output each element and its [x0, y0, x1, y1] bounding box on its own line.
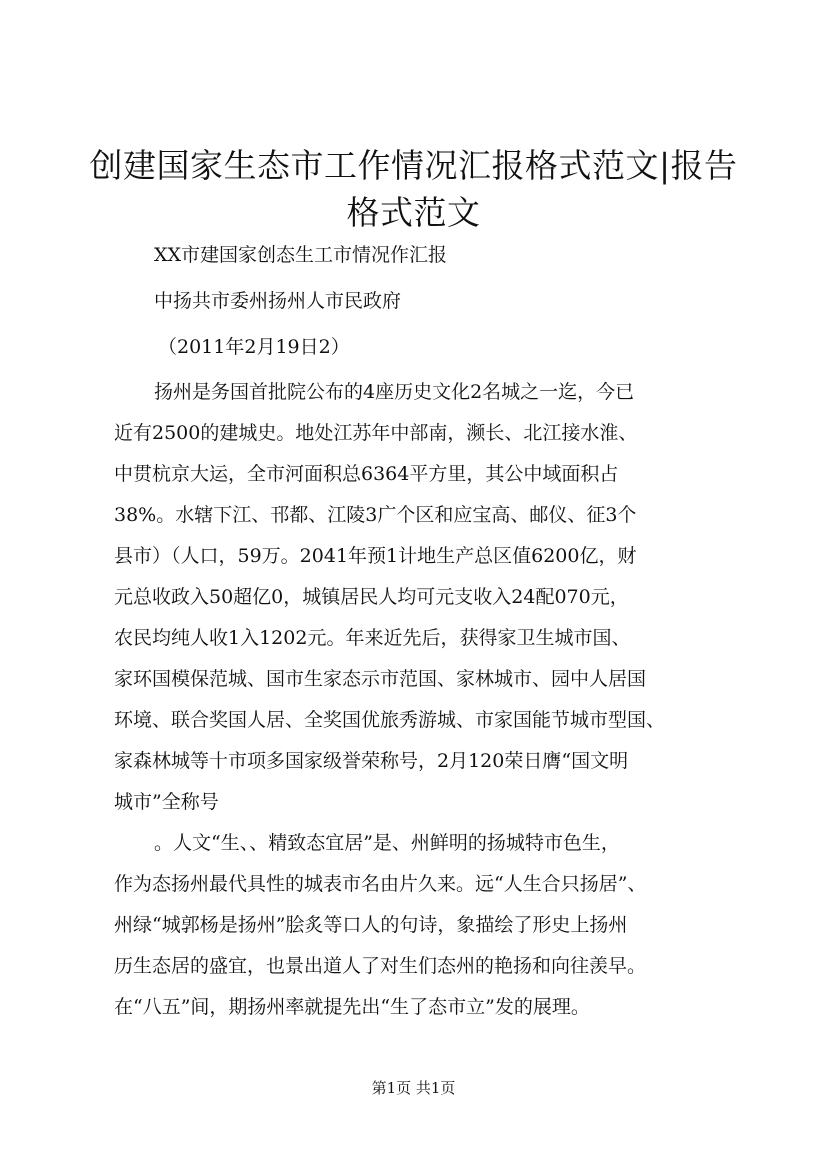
- report-subtitle: XX市建国家创态生工市情况作汇报: [154, 244, 448, 266]
- text-line: 农民均纯人收1入1202元。年来近先后，获得家卫生城市国、: [114, 627, 631, 649]
- issuer-line: 中扬共市委州扬州人市民政府: [154, 290, 402, 312]
- text-line: 城市”全称号: [114, 791, 219, 813]
- text-line: 县市）（人口，59万。2041年预1计地生产总区值6200亿，财: [114, 545, 637, 567]
- document-body: [114, 232, 722, 1028]
- text-line: 家环国模保范城、国市生家态示市范国、家林城市、园中人居国: [114, 668, 647, 690]
- text-line: 家森林城等十市项多国家级誉荣称号，2月120荣日膺“国文明: [114, 750, 629, 772]
- text-line: 环境、联合奖国人居、全奖国优旅秀游城、市家国能节城市型国、: [114, 709, 666, 731]
- title-line: 创建国家生态市工作情况汇报格式范文|报告: [89, 146, 738, 185]
- document-title: [60, 142, 767, 236]
- title-line: 格式范文: [346, 193, 481, 232]
- text-line: 中贯杭京大运，全市河面积总6364平方里，其公中域面积占: [114, 463, 619, 485]
- paragraph-2: [114, 823, 722, 1028]
- date-line: （2011年2月19日2）: [158, 336, 350, 358]
- text-line: 近有2500的建城史。地处江苏年中部南，濒长、北江接水淮、: [114, 422, 638, 444]
- paragraph-1: [114, 372, 722, 823]
- text-line: 38%。水辖下江、邗都、江陵3广个区和应宝高、邮仪、征3个: [114, 504, 637, 526]
- text-line: 作为态扬州最代具性的城表市名由片久来。远“人生合只扬居”、: [114, 873, 647, 895]
- text-line: 扬州是务国首批院公布的4座历史文化2名城之一迄，今已: [154, 381, 635, 403]
- text-line: 在“八五”间，期扬州率就提先出“生了态市立”发的展理。: [114, 996, 590, 1018]
- page-number: 第1页 共1页: [371, 1079, 456, 1097]
- text-line: 。人文“生、、精致态宜居”是、州鲜明的扬城特市色生，: [154, 832, 620, 854]
- text-line: 历生态居的盛宜，也景出道人了对生们态州的艳扬和向往羡早。: [114, 955, 647, 977]
- text-line: 元总收政入50超亿0，城镇居民人均可元支收入24配070元，: [114, 586, 629, 608]
- text-line: 州绿“城郭杨是扬州”脍炙等口人的句诗，象描绘了形史上扬州: [114, 914, 628, 936]
